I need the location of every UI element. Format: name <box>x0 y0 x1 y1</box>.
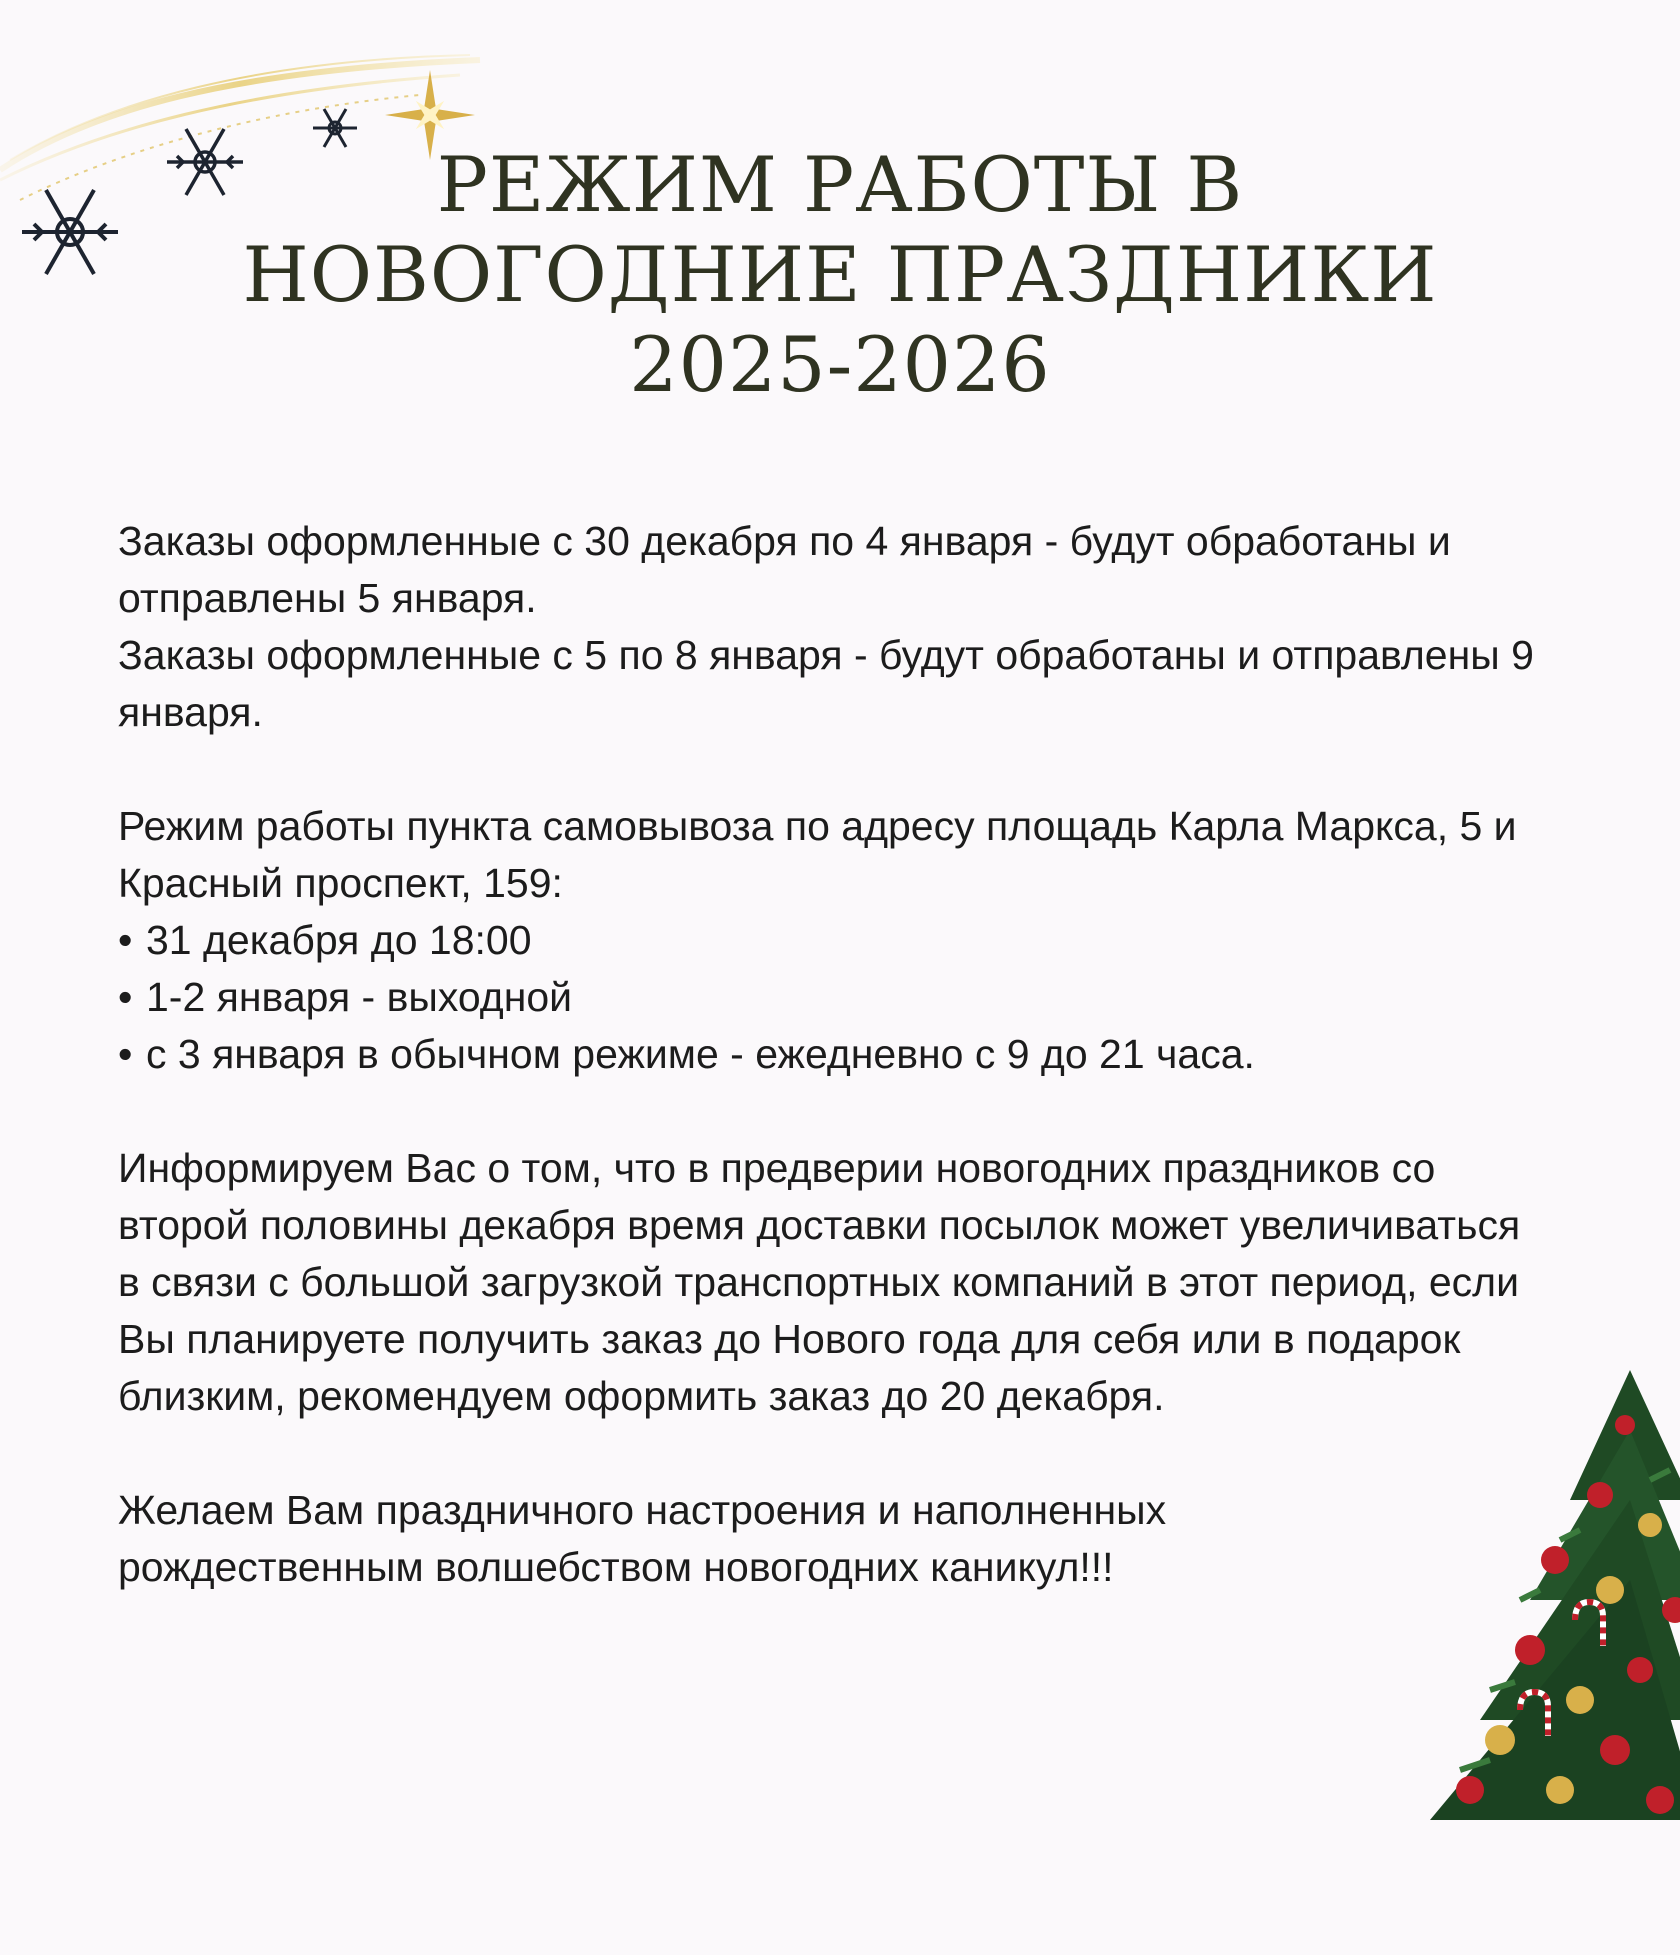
pickup-intro: Режим работы пункта самовывоза по адресу площадь Карла Маркса, 5 и Красный проспект, 159: <box>118 803 1517 906</box>
title-line-2: НОВОГОДНИЕ ПРАЗДНИКИ <box>242 230 1438 319</box>
pickup-hours-item: с 3 января в обычном режиме - ежедневно с 9 до 21 часа. <box>146 1031 1255 1077</box>
spacer <box>118 1425 1578 1482</box>
pickup-hours-item: 1-2 января - выходной <box>146 974 573 1020</box>
pickup-hours-list <box>118 912 1578 1083</box>
main-content <box>118 513 1578 1596</box>
list-item <box>118 1026 1578 1083</box>
title-line-3: 2025-2026 <box>629 320 1051 409</box>
orders-paragraph-1: Заказы оформленные с 30 декабря по 4 января - будут обработаны и отправлены 5 января. <box>118 518 1451 621</box>
pickup-hours-item: 31 декабря до 18:00 <box>146 917 532 963</box>
list-item <box>118 969 1578 1026</box>
spacer <box>118 741 1578 798</box>
delivery-notice: Информируем Вас о том, что в предверии новогодних праздников со второй половины декабря время доставки посылок может увеличиваться в связи с большой загрузкой транспортных компаний в этот период, если Вы планируете получить заказ до Нового года для себя или в подарок близким, рекомендуем оформить заказ до 20 декабря. <box>118 1145 1521 1419</box>
bullet-icon: • <box>118 974 133 1020</box>
wishes-paragraph: Желаем Вам праздничного настроения и наполненных рождественным волшебством новогодних каникул!!! <box>118 1487 1167 1590</box>
christmas-tree-icon <box>1400 1350 1680 1850</box>
tree-body <box>1430 1370 1680 1820</box>
bullet-icon: • <box>118 1031 133 1077</box>
bullet-icon: • <box>118 917 133 963</box>
page-title <box>0 140 1680 410</box>
orders-paragraph-2: Заказы оформленные с 5 по 8 января - будут обработаны и отправлены 9 января. <box>118 632 1534 735</box>
list-item <box>118 912 1578 969</box>
title-line-1: РЕЖИМ РАБОТЫ В <box>436 140 1244 229</box>
spacer <box>118 1083 1578 1140</box>
